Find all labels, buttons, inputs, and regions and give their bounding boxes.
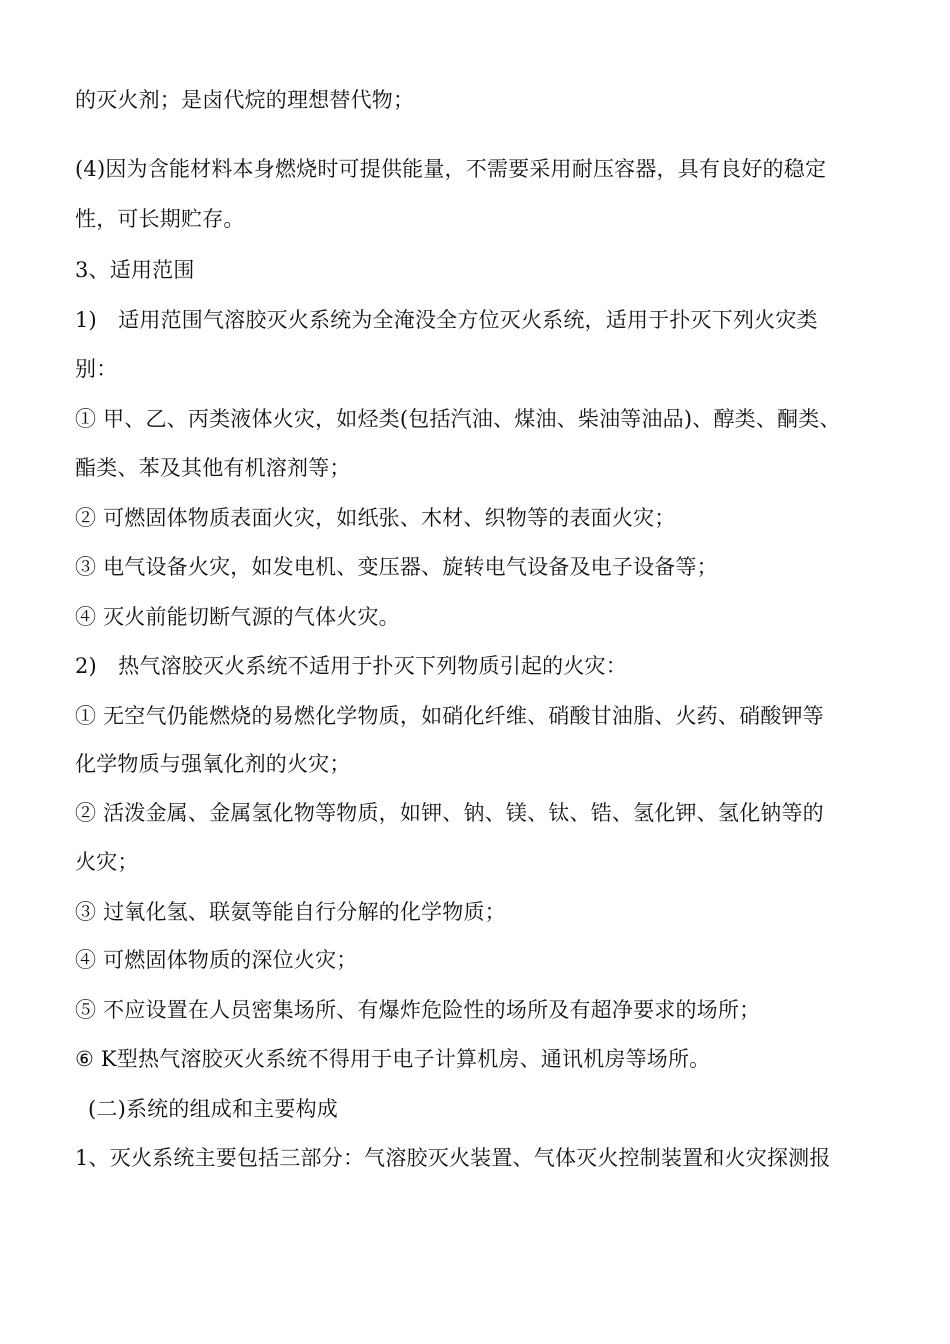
list-item-2-1: ① 无空气仍能燃烧的易燃化学物质，如硝化纤维、硝酸甘油脂、火药、硝酸钾等 bbox=[75, 704, 824, 728]
list-item-1-1: ① 甲、乙、丙类液体火灾，如烃类(包括汽油、煤油、柴油等油品)、醇类、酮类、 bbox=[75, 407, 841, 431]
list-item-2-2: ② 活泼金属、金属氢化物等物质，如钾、钠、镁、钛、锆、氢化钾、氢化钠等的 bbox=[75, 801, 824, 825]
text-line-5: 1) 适用范围气溶胶灭火系统为全淹没全方位灭火系统，适用于扑灭下列火灾类 bbox=[75, 308, 818, 332]
text-line-3: 性，可长期贮存。 bbox=[75, 207, 245, 231]
text-line-22: 1、灭火系统主要包括三部分：气溶胶灭火装置、气体灭火控制装置和火灾探测报 bbox=[75, 1146, 831, 1170]
list-item-2-5: ⑤ 不应设置在人员密集场所、有爆炸危险性的场所及有超净要求的场所； bbox=[75, 998, 761, 1022]
text-line-1: 的灭火剂；是卤代烷的理想替代物； bbox=[75, 88, 415, 112]
list-item-1-4: ④ 灭火前能切断气源的气体火灾。 bbox=[75, 605, 400, 629]
list-item-2-6: ⑥ K型热气溶胶灭火系统不得用于电子计算机房、通讯机房等场所。 bbox=[75, 1047, 711, 1071]
text-line-6: 别： bbox=[75, 357, 118, 381]
text-line-12: 2) 热气溶胶灭火系统不适用于扑灭下列物质引起的火灾： bbox=[75, 654, 627, 678]
list-item-2-2-cont: 火灾； bbox=[75, 850, 139, 874]
section-heading-scope: 3、适用范围 bbox=[75, 258, 195, 282]
list-item-1-2: ② 可燃固体物质表面火灾，如纸张、木材、织物等的表面火灾； bbox=[75, 506, 676, 530]
list-item-2-3: ③ 过氧化氢、联氨等能自行分解的化学物质； bbox=[75, 900, 506, 924]
list-item-2-1-cont: 化学物质与强氧化剂的火灾； bbox=[75, 752, 351, 776]
list-item-1-3: ③ 电气设备火灾，如发电机、变压器、旋转电气设备及电子设备等； bbox=[75, 555, 718, 579]
list-item-2-4: ④ 可燃固体物质的深位火灾； bbox=[75, 948, 358, 972]
text-line-2: (4)因为含能材料本身燃烧时可提供能量，不需要采用耐压容器，具有良好的稳定 bbox=[75, 157, 827, 181]
list-item-1-1-cont: 酯类、苯及其他有机溶剂等； bbox=[75, 456, 351, 480]
section-heading-composition: (二)系统的组成和主要构成 bbox=[88, 1097, 338, 1121]
